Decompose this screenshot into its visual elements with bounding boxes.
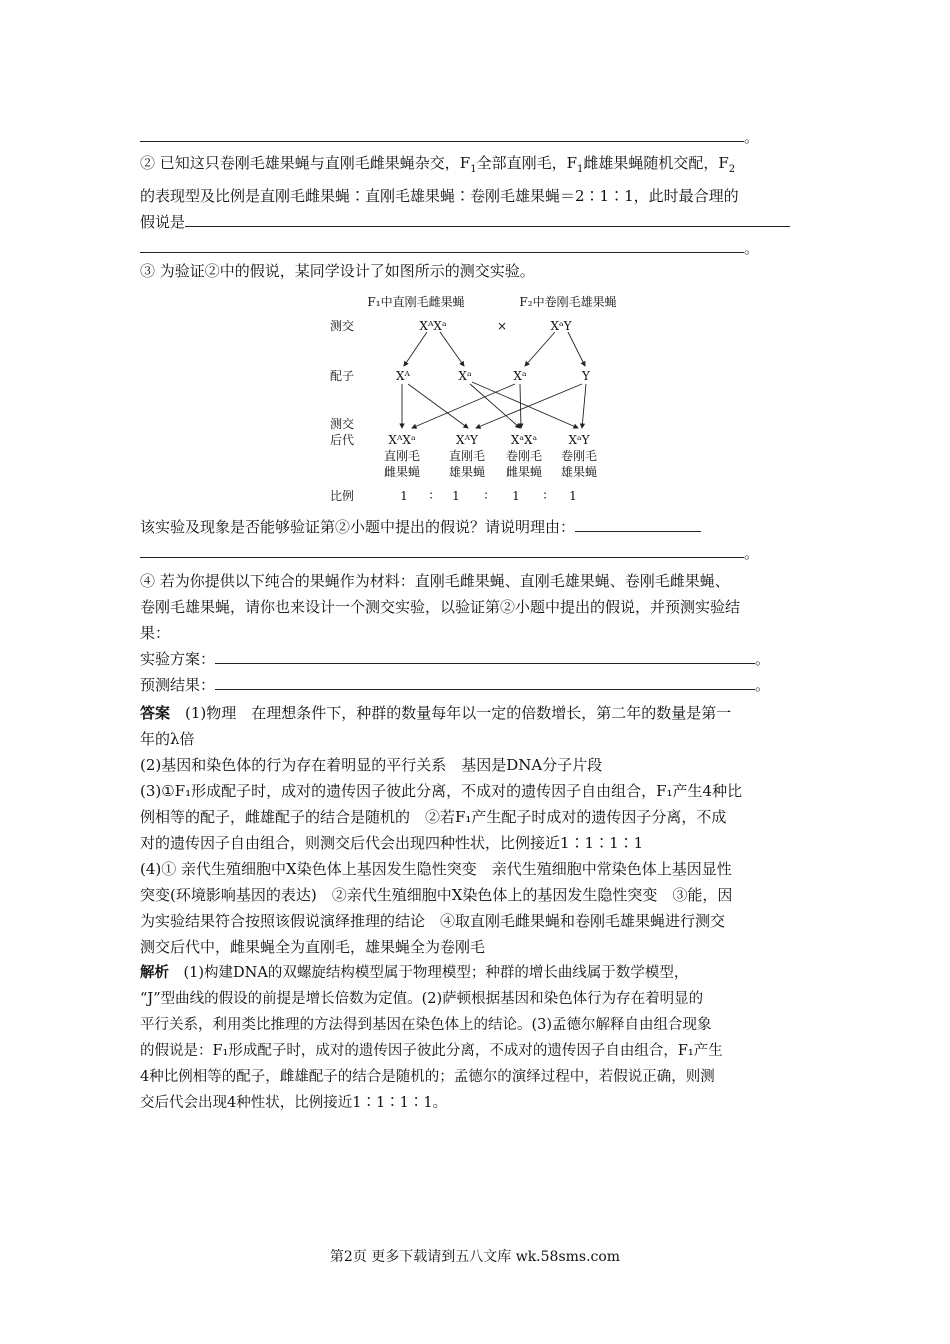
answer-label: 答案 bbox=[140, 704, 171, 722]
text: 突变(环境影响基因的表达) ②亲代生殖细胞中X染色体上的基因发生隐性突变 ③能，因 bbox=[140, 886, 733, 904]
blank[interactable] bbox=[140, 236, 744, 253]
parent1-label: F₁中直刚毛雌果蝇 bbox=[367, 295, 465, 309]
text: 假说是 bbox=[140, 213, 186, 231]
text: “J”型曲线的假设的前提是增长倍数为定值。(2)萨顿根据基因和染色体行为存在着明显的 bbox=[140, 991, 704, 1007]
ratio-sep: ∶ bbox=[484, 489, 488, 503]
text: 年的λ倍 bbox=[140, 730, 195, 748]
text: 全部直刚毛，F bbox=[476, 154, 577, 172]
page-footer: 第2页 更多下载请到五八文库 wk.58sms.com bbox=[329, 1249, 621, 1265]
text: ④ 若为你提供以下纯合的果蝇作为材料：直刚毛雌果蝇、直刚毛雄果蝇、卷刚毛雌果蝇、 bbox=[140, 572, 730, 590]
analysis-label: 解析 bbox=[140, 964, 169, 981]
text: 交后代会出现4种性状，比例接近1∶1∶1∶1。 bbox=[140, 1095, 448, 1111]
answer-section bbox=[140, 700, 812, 960]
question-4 bbox=[140, 568, 812, 698]
gamete: Xᵃ bbox=[458, 369, 472, 383]
parent2-genotype: XᵃY bbox=[550, 319, 572, 333]
gamete: Xᵃ bbox=[513, 369, 527, 383]
blank[interactable] bbox=[185, 210, 790, 227]
ratio-value: 1 bbox=[452, 489, 460, 503]
text: 4种比例相等的配子，雌雄配子的结合是随机的；孟德尔的演绎过程中，若假说正确，则测 bbox=[140, 1069, 715, 1085]
text: 的表现型及比例是直刚毛雌果蝇∶直刚毛雄果蝇∶卷刚毛雄果蝇＝2∶1∶1，此时最合理的 bbox=[140, 187, 739, 205]
offspring-phenotype: 卷刚毛 bbox=[560, 449, 598, 463]
offspring-genotype: XᵃXᵃ bbox=[510, 433, 538, 447]
ratio-sep: ∶ bbox=[543, 489, 547, 503]
cross-symbol: × bbox=[496, 319, 508, 333]
gamete: Y bbox=[582, 369, 590, 383]
text: 果： bbox=[140, 624, 171, 642]
row-label-offspring: 测交 bbox=[329, 417, 355, 431]
offspring-phenotype: 卷刚毛 bbox=[505, 449, 543, 463]
period: 。 bbox=[755, 650, 771, 668]
parent2-label: F₂中卷刚毛雄果蝇 bbox=[519, 295, 617, 309]
text: 雌雄果蝇随机交配，F bbox=[583, 154, 729, 172]
result-blank[interactable] bbox=[215, 673, 755, 690]
text: 对的遗传因子自由组合，则测交后代会出现四种性状，比例接近1∶1∶1∶1 bbox=[140, 834, 644, 852]
offspring-phenotype: 直刚毛 bbox=[448, 449, 486, 463]
result-label: 预测结果： bbox=[140, 676, 216, 694]
offspring-genotype: XᴬY bbox=[456, 433, 478, 447]
text: 的假说是：F₁形成配子时，成对的遗传因子彼此分离，不成对的遗传因子自由组合，F₁产生 bbox=[140, 1043, 723, 1059]
offspring-phenotype: 直刚毛 bbox=[383, 449, 421, 463]
row-label-offspring: 后代 bbox=[329, 433, 355, 447]
offspring-genotype: XᵃY bbox=[568, 433, 590, 447]
text: (1)物理 在理想条件下，种群的数量每年以一定的倍数增长，第二年的数量是第一 bbox=[185, 704, 732, 722]
row-label-gametes: 配子 bbox=[329, 369, 355, 383]
offspring-sex: 雄果蝇 bbox=[560, 465, 598, 479]
text: 卷刚毛雄果蝇，请你也来设计一个测交实验，以验证第②小题中提出的假说，并预测实验结 bbox=[140, 598, 741, 616]
period: 。 bbox=[744, 128, 760, 146]
text: 为实验结果符合按照该假说演绎推理的结论 ④取直刚毛雌果蝇和卷刚毛雄果蝇进行测交 bbox=[140, 912, 726, 930]
offspring-genotype: XᴬXᵃ bbox=[388, 433, 416, 447]
sub: 1 bbox=[576, 164, 584, 175]
period: 。 bbox=[755, 676, 771, 694]
text: 平行关系，利用类比推理的方法得到基因在染色体上的结论。(3)孟德尔解释自由组合现象 bbox=[140, 1017, 712, 1033]
offspring-sex: 雌果蝇 bbox=[383, 465, 421, 479]
period: 。 bbox=[744, 544, 760, 562]
text: 该实验及现象是否能够验证第②小题中提出的假说？请说明理由： bbox=[140, 518, 576, 536]
text: (1)构建DNA的双螺旋结构模型属于物理模型；种群的增长曲线属于数学模型， bbox=[183, 965, 689, 981]
row-label-testcross: 测交 bbox=[329, 319, 355, 333]
testcross-diagram bbox=[320, 290, 630, 510]
question-3-intro: ③ 为验证②中的假说，某同学设计了如图所示的测交实验。 bbox=[140, 262, 535, 280]
text: (3)①F₁形成配子时，成对的遗传因子彼此分离，不成对的遗传因子自由组合，F₁产生4种比 bbox=[140, 782, 743, 800]
analysis-section bbox=[140, 960, 812, 1116]
text: (4)① 亲代生殖细胞中X染色体上基因发生隐性突变 亲代生殖细胞中常染色体上基因显性 bbox=[140, 860, 732, 878]
row-label-ratio: 比例 bbox=[329, 489, 355, 503]
gamete: Xᴬ bbox=[396, 369, 410, 383]
ratio-sep: ∶ bbox=[429, 489, 433, 503]
answer-blank-line bbox=[140, 124, 812, 150]
plan-blank[interactable] bbox=[215, 647, 755, 664]
blank[interactable] bbox=[140, 125, 744, 142]
offspring-sex: 雄果蝇 bbox=[448, 465, 486, 479]
parent1-genotype: XᴬXᵃ bbox=[419, 319, 447, 333]
plan-label: 实验方案： bbox=[140, 650, 216, 668]
offspring-sex: 雌果蝇 bbox=[505, 465, 543, 479]
blank[interactable] bbox=[140, 541, 744, 558]
sub: 1 bbox=[470, 164, 477, 175]
question-3 bbox=[140, 514, 812, 566]
ratio-value: 1 bbox=[400, 489, 408, 503]
period: 。 bbox=[744, 239, 760, 257]
text: (2)基因和染色体的行为存在着明显的平行关系 基因是DNA分子片段 bbox=[140, 756, 603, 774]
question-2 bbox=[140, 150, 812, 261]
text: 测交后代中，雌果蝇全为直刚毛，雄果蝇全为卷刚毛 bbox=[140, 938, 486, 956]
ratio-value: 1 bbox=[569, 489, 577, 503]
ratio-value: 1 bbox=[512, 489, 520, 503]
text: ② 已知这只卷刚毛雄果蝇与直刚毛雌果蝇杂交，F bbox=[140, 154, 471, 172]
text: 例相等的配子，雌雄配子的结合是随机的 ②若F₁产生配子时成对的遗传因子分离，不成 bbox=[140, 808, 727, 826]
blank[interactable] bbox=[575, 515, 701, 532]
sub: 2 bbox=[728, 164, 736, 175]
